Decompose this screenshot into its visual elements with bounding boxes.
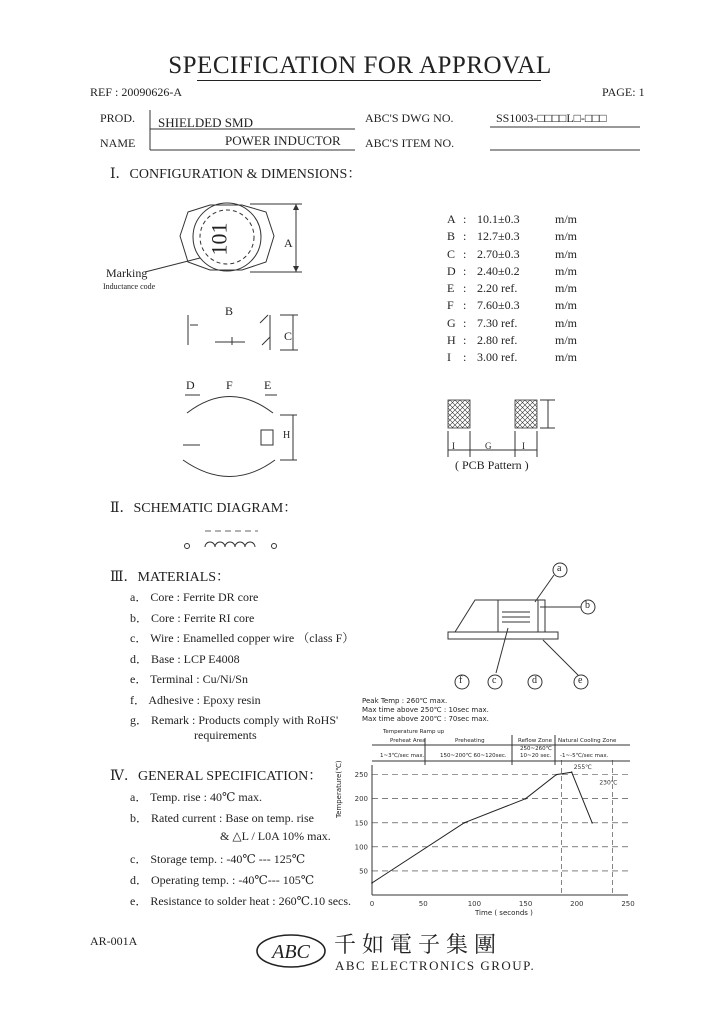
chart-ytick-label: 200: [354, 795, 368, 804]
callout-d: d: [532, 675, 537, 686]
company-name-english: ABC ELECTRONICS GROUP.: [335, 958, 536, 973]
chart-xtick-label: 150: [518, 900, 533, 908]
chart-ytick-label: 50: [359, 867, 368, 876]
chart-xlabel: Time ( seconds ): [475, 909, 533, 917]
dimension-row: A : 10.1±0.3 m/m: [447, 212, 578, 226]
phase-zone1: Preheat Area: [390, 738, 426, 744]
dimension-row: G : 7.30 ref. m/m: [447, 315, 578, 330]
spec-item: b． Rated current : Base on temp. rise: [130, 811, 314, 825]
chart-point: [525, 798, 527, 800]
spec-item: & △L / L0A 10% max.: [220, 829, 331, 843]
chart-point: [591, 822, 593, 824]
phase-rate3: 250~260℃: [520, 746, 552, 752]
section-config-heading: Ⅰ．CONFIGURATION & DIMENSIONS：: [110, 167, 362, 182]
pcb-label-i-right: I: [522, 441, 525, 451]
dimension-row: B : 12.7±0.3 m/m: [447, 229, 578, 244]
chart-point: [463, 822, 465, 824]
item-label: ABC'S ITEM NO.: [365, 136, 455, 150]
phase-ramp-label: Temperature Ramp up: [383, 729, 445, 735]
chart-xtick-label: 200: [570, 900, 584, 908]
dwg-label: ABC'S DWG NO.: [365, 111, 454, 125]
dim-label-d: D: [186, 378, 195, 392]
chart-annotation: 255℃: [573, 763, 592, 771]
material-item-continued: requirements: [194, 728, 257, 742]
phase-zone3: Reflow Zone: [518, 738, 553, 744]
phase-rate4: 10~20 sec.: [520, 753, 552, 759]
callout-c: c: [492, 675, 497, 686]
prod-label: PROD.: [100, 111, 136, 125]
chart-ytick-label: 250: [354, 771, 368, 780]
dim-label-b: B: [225, 304, 234, 318]
section-general-heading: Ⅳ．GENERAL SPECIFICATION：: [110, 769, 323, 784]
material-item: d． Base : LCP E4008: [130, 651, 240, 666]
chart-annotation: 230℃: [599, 779, 618, 787]
product-name-line2: POWER INDUCTOR: [225, 133, 341, 148]
spec-item: e． Resistance to solder heat : 260℃.10 secs.: [130, 894, 352, 908]
chart-xtick-label: 50: [418, 900, 428, 908]
company-name-chinese: 千如電子集團: [334, 933, 503, 958]
material-item: c． Wire : Enamelled copper wire （class F）: [130, 631, 355, 645]
pcb-label-i-left: I: [452, 441, 455, 451]
ref-number: REF : 20090626-A: [90, 85, 183, 99]
section-materials-heading: Ⅲ．MATERIALS：: [110, 570, 231, 585]
callout-b: b: [585, 600, 590, 611]
abc-logo: [255, 933, 327, 969]
material-item: g． Remark : Products comply with RoHS': [130, 713, 339, 727]
dim-label-a: A: [284, 236, 293, 250]
callout-a: a: [557, 563, 562, 574]
chart-ylabel: Temperature(℃): [335, 760, 343, 818]
pcb-label-g: G: [485, 441, 492, 451]
chart-point: [556, 774, 558, 776]
callout-f: f: [459, 675, 463, 686]
pcb-pattern-label: ( PCB Pattern ): [455, 458, 529, 472]
dim-label-h: H: [283, 430, 291, 441]
dimension-row: E : 2.20 ref. m/m: [447, 281, 578, 296]
logo-text: ABC: [272, 941, 310, 963]
dim-label-f: F: [226, 378, 233, 392]
material-item: b． Core : Ferrite RI core: [130, 610, 255, 625]
dim-label-c: C: [284, 329, 293, 343]
form-code: AR-001A: [90, 934, 138, 948]
dimension-row: I : 3.00 ref. m/m: [447, 350, 578, 365]
name-label: NAME: [100, 136, 136, 150]
marking-code: 101: [206, 222, 232, 256]
phase-rate1: 1~3℃/sec max.: [380, 753, 425, 759]
page-number: PAGE: 1: [602, 85, 645, 99]
chart-ytick-label: 100: [354, 843, 368, 852]
callout-e: e: [578, 675, 583, 686]
spec-item: a． Temp. rise : 40℃ max.: [130, 790, 263, 804]
reflow-note: Max time above 250℃ : 10sec max.: [362, 706, 489, 714]
phase-zone2: Preheating: [455, 738, 485, 744]
chart-xtick-label: 250: [621, 900, 635, 908]
spec-item: c． Storage temp. : -40℃ --- 125℃: [130, 852, 306, 866]
dwg-value: SS1003-□□□□L□-□□□: [496, 111, 607, 125]
dimension-row: D : 2.40±0.2 m/m: [447, 263, 578, 278]
chart-point: [571, 771, 573, 773]
inductance-code-label: Inductance code: [103, 282, 156, 291]
reflow-note: Peak Temp : 260℃ max.: [362, 697, 448, 705]
phase-rate5: -1~-5℃/sec max.: [560, 753, 609, 759]
dim-label-e: E: [264, 378, 272, 392]
reflow-note: Max time above 200℃ : 70sec max.: [362, 715, 489, 723]
marking-label: Marking: [106, 266, 148, 280]
chart-xtick-label: 100: [467, 900, 482, 908]
product-name-line1: SHIELDED SMD: [158, 115, 253, 130]
material-item: e． Terminal : Cu/Ni/Sn: [130, 672, 248, 686]
phase-rate2: 150~200℃ 60~120sec.: [440, 753, 507, 759]
chart-series-line: [372, 772, 592, 883]
dimension-row: C : 2.70±0.3 m/m: [447, 246, 578, 261]
chart-xtick-label: 0: [369, 900, 375, 908]
material-item: a． Core : Ferrite DR core: [130, 590, 259, 604]
dimension-row: H : 2.80 ref. m/m: [447, 333, 578, 348]
section-schematic-heading: Ⅱ．SCHEMATIC DIAGRAM：: [110, 501, 298, 516]
phase-zone4: Natural Cooling Zone: [558, 738, 617, 744]
dimension-row: F : 7.60±0.3 m/m: [447, 298, 578, 313]
page-title: SPECIFICATION FOR APPROVAL: [168, 52, 552, 79]
chart-ytick-label: 150: [354, 819, 368, 828]
chart-point: [371, 882, 373, 884]
material-item: f． Adhesive : Epoxy resin: [130, 692, 261, 707]
spec-item: d． Operating temp. : -40℃--- 105℃: [130, 873, 315, 887]
